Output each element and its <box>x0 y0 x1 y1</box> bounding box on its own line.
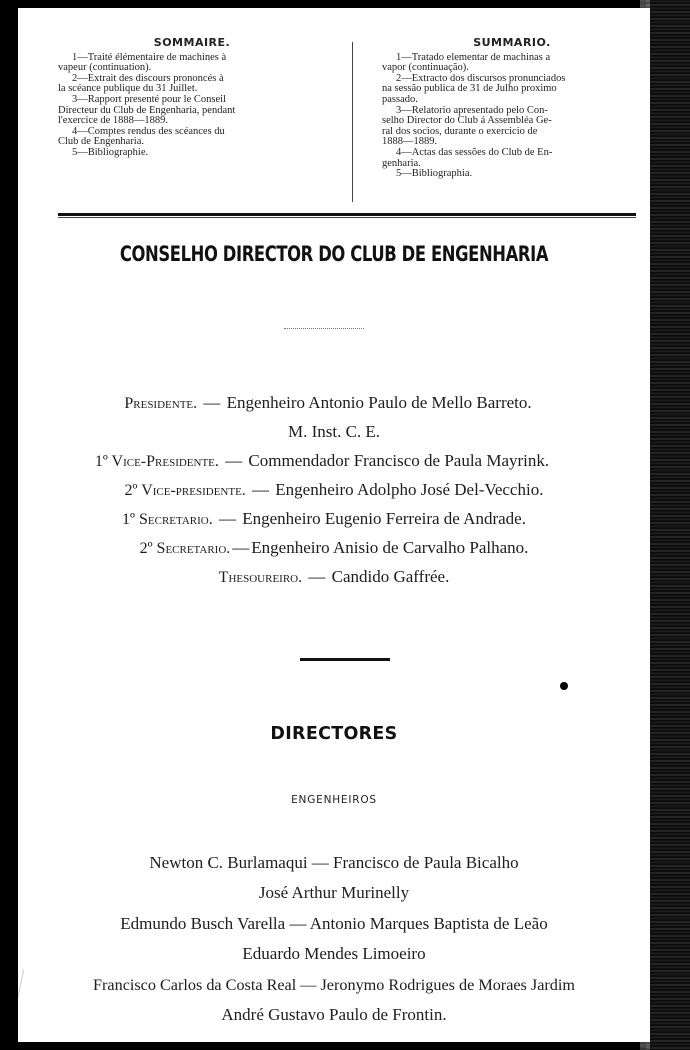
summary-item <box>382 53 642 74</box>
summary-item <box>382 106 642 148</box>
officer-row <box>18 417 650 446</box>
directores-heading: DIRECTORES <box>270 724 398 744</box>
ink-dot <box>560 682 568 690</box>
officer-separator: — <box>199 393 225 412</box>
summary-item-line: Directeur du Club de Engenharia, pendant <box>58 104 236 116</box>
summary-item-line: 1888—1889. <box>382 136 438 148</box>
officer-separator: — <box>247 480 274 499</box>
margin-scribble <box>18 950 31 1040</box>
summary-item-line: 4—Actas das sessões do Club de En- <box>396 146 553 158</box>
officers-list <box>18 388 650 591</box>
summary-header <box>54 38 644 206</box>
director-row: José Arthur Murinelly <box>258 883 410 903</box>
directors-list <box>18 848 650 1030</box>
officer-row <box>18 446 638 475</box>
summary-item <box>382 74 642 106</box>
director-row: Francisco Carlos da Costa Real — Jeronymo Rodrigues de Moraes Jardim <box>93 975 575 994</box>
officer-row <box>18 504 640 533</box>
summary-item-line: 2—Extrait des discours prononcés à <box>72 72 224 84</box>
director-row: Newton C. Burlamaqui — Francisco de Paula Bicalho <box>149 853 519 872</box>
summary-item-line: l'exercice de 1888—1889. <box>58 115 169 127</box>
summary-item-line: 1—Tratado elementar de machinas a <box>396 51 551 63</box>
summary-item-line: 3—Rapport presenté pour le Conseil <box>72 93 226 105</box>
officer-row <box>18 533 650 562</box>
section-rule <box>300 658 390 661</box>
summary-item-line: 5—Bibliographie. <box>72 146 149 158</box>
officer-separator: — <box>304 567 330 586</box>
director-row: Edmundo Busch Varella — Antonio Marques Baptista de Leão <box>120 913 548 933</box>
summary-item-line: 4—Comptes rendus des scéances du <box>72 125 225 137</box>
dotted-divider <box>284 328 364 330</box>
officer-name: Engenheiro Adolpho José Del-Vecchio. <box>275 480 544 499</box>
summary-item-line: 3—Relatorio apresentado pelo Con- <box>396 104 548 116</box>
summary-portuguese-list <box>382 53 642 180</box>
officer-role: Presidente. <box>124 395 198 412</box>
summary-item-line: 1—Traité élémentaire de machines à <box>72 51 227 63</box>
summary-item <box>58 53 326 74</box>
summary-item <box>382 169 642 180</box>
officer-separator: — <box>232 538 250 557</box>
summary-item <box>58 95 326 127</box>
summary-item-line: passado. <box>382 93 418 105</box>
summary-item <box>58 74 326 95</box>
officer-role: Thesoureiro. <box>218 569 303 586</box>
officer-role: 2º Secretario. <box>139 540 231 557</box>
officer-name: Engenheiro Eugenio Ferreira de Andrade. <box>242 509 526 528</box>
paper-sheet <box>18 8 650 1042</box>
summary-portuguese <box>382 38 642 180</box>
officer-name: Engenheiro Anisio de Carvalho Palhano. <box>251 538 529 557</box>
header-rule <box>58 213 636 216</box>
engenheiros-subheading: ENGENHEIROS <box>291 794 377 806</box>
summary-french-list <box>58 53 326 159</box>
summary-item-line: vapeur (continuation). <box>58 62 152 74</box>
officer-row <box>18 475 650 504</box>
officer-role: 1º Vice-Presidente. <box>94 453 219 470</box>
summary-item-line: na sessão publica de 31 de Julho proximo <box>382 83 557 95</box>
officer-name: Candido Gaffrée. <box>331 567 450 586</box>
summary-item-line: 2—Extracto dos discursos pronunciados <box>396 72 566 84</box>
summary-item-line: vapor (continuação). <box>382 62 469 74</box>
summary-french-title: SOMMAIRE. <box>153 36 231 49</box>
officer-name: Engenheiro Antonio Paulo de Mello Barreto. <box>226 393 532 412</box>
director-row: André Gustavo Paulo de Frontin. <box>221 1004 447 1024</box>
summary-divider <box>352 42 353 202</box>
summary-item-line: la scéance publique du 31 Juillet. <box>58 83 198 95</box>
summary-item <box>58 127 326 148</box>
summary-item <box>382 148 642 169</box>
officer-name: Commendador Francisco de Paula Mayrink. <box>248 451 550 470</box>
summary-french <box>58 38 326 159</box>
summary-item <box>58 148 326 159</box>
officer-separator: — <box>214 509 241 528</box>
summary-item-line: genharia. <box>382 157 421 169</box>
summary-item-line: 5—Bibliographia. <box>396 168 473 180</box>
officer-row <box>18 388 644 417</box>
officer-separator: — <box>220 451 247 470</box>
scan-edge <box>646 0 690 1050</box>
director-row: Eduardo Mendes Limoeiro <box>242 944 426 964</box>
summary-item-line: Club de Engenharia. <box>58 136 145 148</box>
summary-portuguese-title: SUMMARIO. <box>473 36 551 49</box>
summary-item-line: selho Director do Club á Assembléa Ge- <box>382 115 552 127</box>
page-title: CONSELHO DIRECTOR DO CLUB DE ENGENHARIA <box>119 242 549 266</box>
officer-role: 1º Secretario. <box>122 511 213 528</box>
officer-row <box>18 562 650 591</box>
officer-name: M. Inst. C. E. <box>287 422 381 441</box>
officer-role: 2º Vice-presidente. <box>124 482 246 499</box>
summary-item-line: ral dos socios, durante o exercicio de <box>382 125 538 137</box>
